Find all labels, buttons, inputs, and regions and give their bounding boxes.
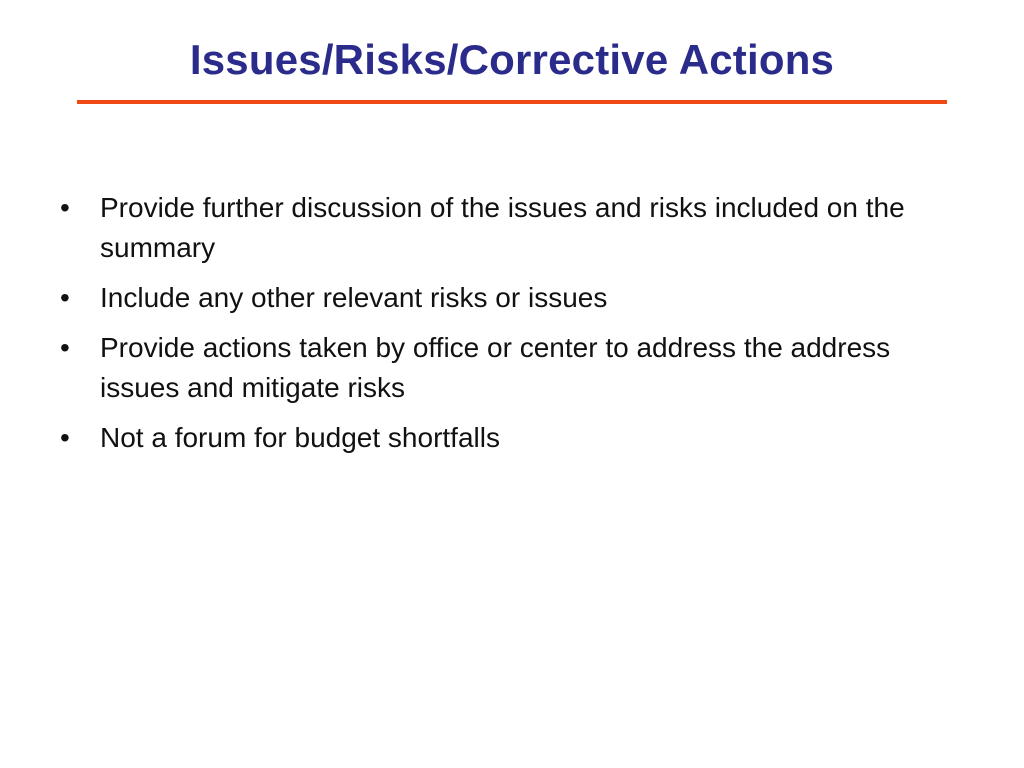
bullet-item <box>60 418 960 458</box>
bullet-text: Not a forum for budget shortfalls <box>100 422 500 453</box>
bullet-item <box>60 188 960 268</box>
slide-title: Issues/Risks/Corrective Actions <box>189 36 835 83</box>
bullet-text: Provide further discussion of the issues and risks included on the summary <box>100 192 905 263</box>
bullet-icon: • <box>60 422 70 453</box>
bullet-list <box>60 188 960 468</box>
bullet-item <box>60 328 960 408</box>
bullet-item <box>60 278 960 318</box>
title-underline-rule <box>77 100 947 104</box>
bullet-text: Provide actions taken by office or center to address the address issues and mitigate risks <box>100 332 891 403</box>
bullet-icon: • <box>60 192 70 223</box>
bullet-text: Include any other relevant risks or issues <box>100 282 608 313</box>
bullet-icon: • <box>60 332 70 363</box>
bullet-icon: • <box>60 282 70 313</box>
